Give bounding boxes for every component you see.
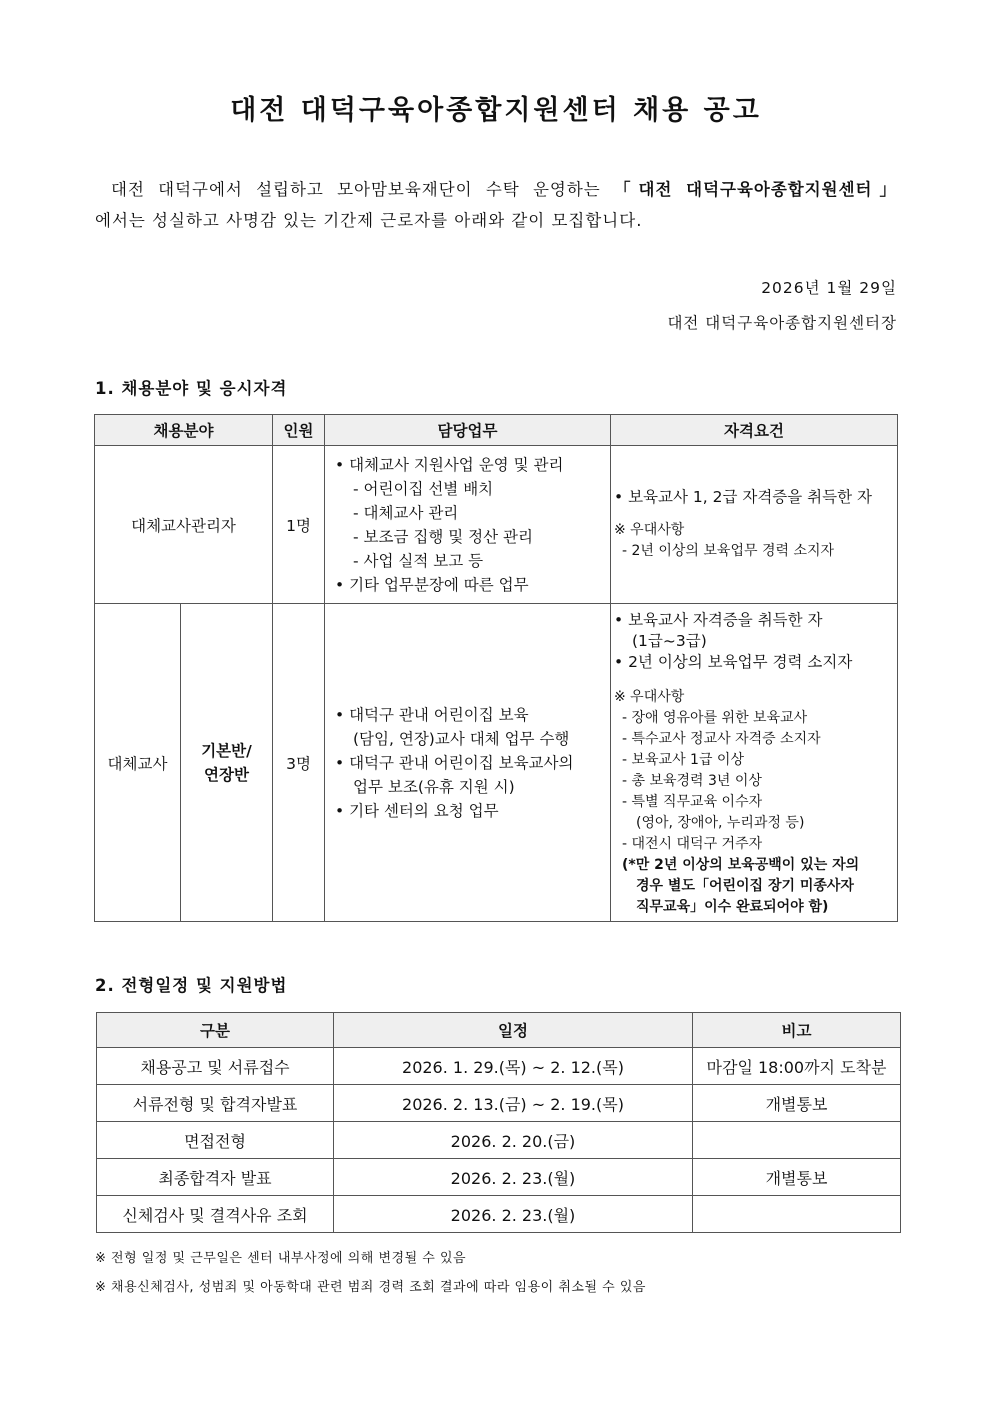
pref-item: (영아, 장애아, 누리과정 등) xyxy=(636,815,805,831)
field-cell: 대체교사관리자 xyxy=(95,446,273,604)
table-header: 일정 xyxy=(334,1013,693,1048)
count-cell: 3명 xyxy=(273,604,325,922)
table-row xyxy=(97,1159,901,1196)
section-heading: 2. 전형일정 및 지원방법 xyxy=(95,976,288,995)
footnote: ※ 전형 일정 및 근무일은 센터 내부사정에 의해 변경될 수 있음 xyxy=(95,1251,467,1266)
stage-cell: 채용공고 및 서류접수 xyxy=(97,1048,334,1085)
duty-item: • 기타 센터의 요청 업무 xyxy=(335,801,499,820)
stage-cell: 서류전형 및 합격자발표 xyxy=(97,1085,334,1122)
duty-item: - 사업 실적 보고 등 xyxy=(353,551,484,570)
duty-item: - 대체교사 관리 xyxy=(353,503,459,522)
duty-item: - 보조금 집행 및 정산 관리 xyxy=(353,527,533,546)
qualification-cell xyxy=(611,446,898,604)
pref-note: 경우 별도「어린이집 장기 미종사자 xyxy=(636,878,854,894)
table-row xyxy=(97,1122,901,1159)
pref-item: - 특별 직무교육 이수자 xyxy=(622,794,763,810)
recruitment-table xyxy=(94,414,898,922)
qual-item: (1급~3급) xyxy=(632,632,707,650)
duty-cell xyxy=(325,446,611,604)
stage-cell: 최종합격자 발표 xyxy=(97,1159,334,1196)
center-name: 「대전 대덕구육아종합지원센터」 xyxy=(614,180,897,199)
pref-item: - 특수교사 정교사 자격증 소지자 xyxy=(622,731,821,747)
qual-item: • 보육교사 자격증을 취득한 자 xyxy=(614,611,823,629)
signer: 대전 대덕구육아종합지원센터장 xyxy=(667,314,897,332)
table-row xyxy=(97,1085,901,1122)
footnote: ※ 채용신체검사, 성범죄 및 아동학대 관련 범죄 경력 조회 결과에 따라 임용이 취소될 수 있음 xyxy=(95,1280,646,1295)
intro-text-line2: 에서는 성실하고 사명감 있는 기간제 근로자를 아래와 같이 모집합니다. xyxy=(95,211,643,230)
schedule-cell: 2026. 2. 23.(월) xyxy=(334,1196,693,1233)
duty-cell xyxy=(325,604,611,922)
note-cell xyxy=(693,1196,901,1233)
schedule-cell: 2026. 2. 13.(금) ~ 2. 19.(목) xyxy=(334,1085,693,1122)
pref-item: - 장애 영유아를 위한 보육교사 xyxy=(622,710,808,726)
pref-note: (*만 2년 이상의 보육공백이 있는 자의 xyxy=(622,857,860,873)
duty-item: • 기타 업무분장에 따른 업무 xyxy=(335,575,529,594)
subfield-cell: 기본반/ 연장반 xyxy=(181,604,273,922)
duty-item: (담임, 연장)교사 대체 업무 수행 xyxy=(353,729,570,748)
table-header: 구분 xyxy=(97,1013,334,1048)
note-cell: 마감일 18:00까지 도착분 xyxy=(693,1048,901,1085)
intro-paragraph xyxy=(95,174,897,236)
duty-item: • 대덕구 관내 어린이집 보육 xyxy=(335,705,529,724)
pref-note: 직무교육」이수 완료되어야 함) xyxy=(636,899,829,915)
table-row xyxy=(97,1196,901,1233)
section-heading: 1. 채용분야 및 응시자격 xyxy=(95,379,288,398)
qualification-cell xyxy=(611,604,898,922)
intro-text: 대전 대덕구에서 설립하고 모아맘보육재단이 수탁 운영하는 xyxy=(111,180,615,199)
field-cell: 대체교사 xyxy=(95,604,181,922)
duty-item: 업무 보조(유휴 지원 시) xyxy=(353,777,515,796)
pref-item: - 총 보육경력 3년 이상 xyxy=(622,773,762,789)
table-header: 담당업무 xyxy=(325,415,611,446)
duty-item: • 대체교사 지원사업 운영 및 관리 xyxy=(335,455,564,474)
stage-cell: 면접전형 xyxy=(97,1122,334,1159)
pref-title: ※ 우대사항 xyxy=(614,689,685,705)
qual-item: • 보육교사 1, 2급 자격증을 취득한 자 xyxy=(614,488,873,506)
pref-item: - 2년 이상의 보육업무 경력 소지자 xyxy=(622,543,835,559)
duty-item: • 대덕구 관내 어린이집 보육교사의 xyxy=(335,753,574,772)
count-cell: 1명 xyxy=(273,446,325,604)
table-header: 비고 xyxy=(693,1013,901,1048)
note-cell: 개별통보 xyxy=(693,1085,901,1122)
table-header: 자격요건 xyxy=(611,415,898,446)
schedule-cell: 2026. 2. 23.(월) xyxy=(334,1159,693,1196)
notice-date: 2026년 1월 29일 xyxy=(761,279,897,297)
schedule-table xyxy=(96,1012,901,1233)
note-cell xyxy=(693,1122,901,1159)
schedule-cell: 2026. 2. 20.(금) xyxy=(334,1122,693,1159)
pref-title: ※ 우대사항 xyxy=(614,522,685,538)
pref-item: - 대전시 대덕구 거주자 xyxy=(622,836,763,852)
pref-item: - 보육교사 1급 이상 xyxy=(622,752,744,768)
table-header: 채용분야 xyxy=(95,415,273,446)
stage-cell: 신체검사 및 결격사유 조회 xyxy=(97,1196,334,1233)
table-header: 인원 xyxy=(273,415,325,446)
schedule-cell: 2026. 1. 29.(목) ~ 2. 12.(목) xyxy=(334,1048,693,1085)
qual-item: • 2년 이상의 보육업무 경력 소지자 xyxy=(614,653,853,671)
note-cell: 개별통보 xyxy=(693,1159,901,1196)
page-title: 대전 대덕구육아종합지원센터 채용 공고 xyxy=(230,95,762,126)
duty-item: - 어린이집 선별 배치 xyxy=(353,479,494,498)
table-row xyxy=(97,1048,901,1085)
